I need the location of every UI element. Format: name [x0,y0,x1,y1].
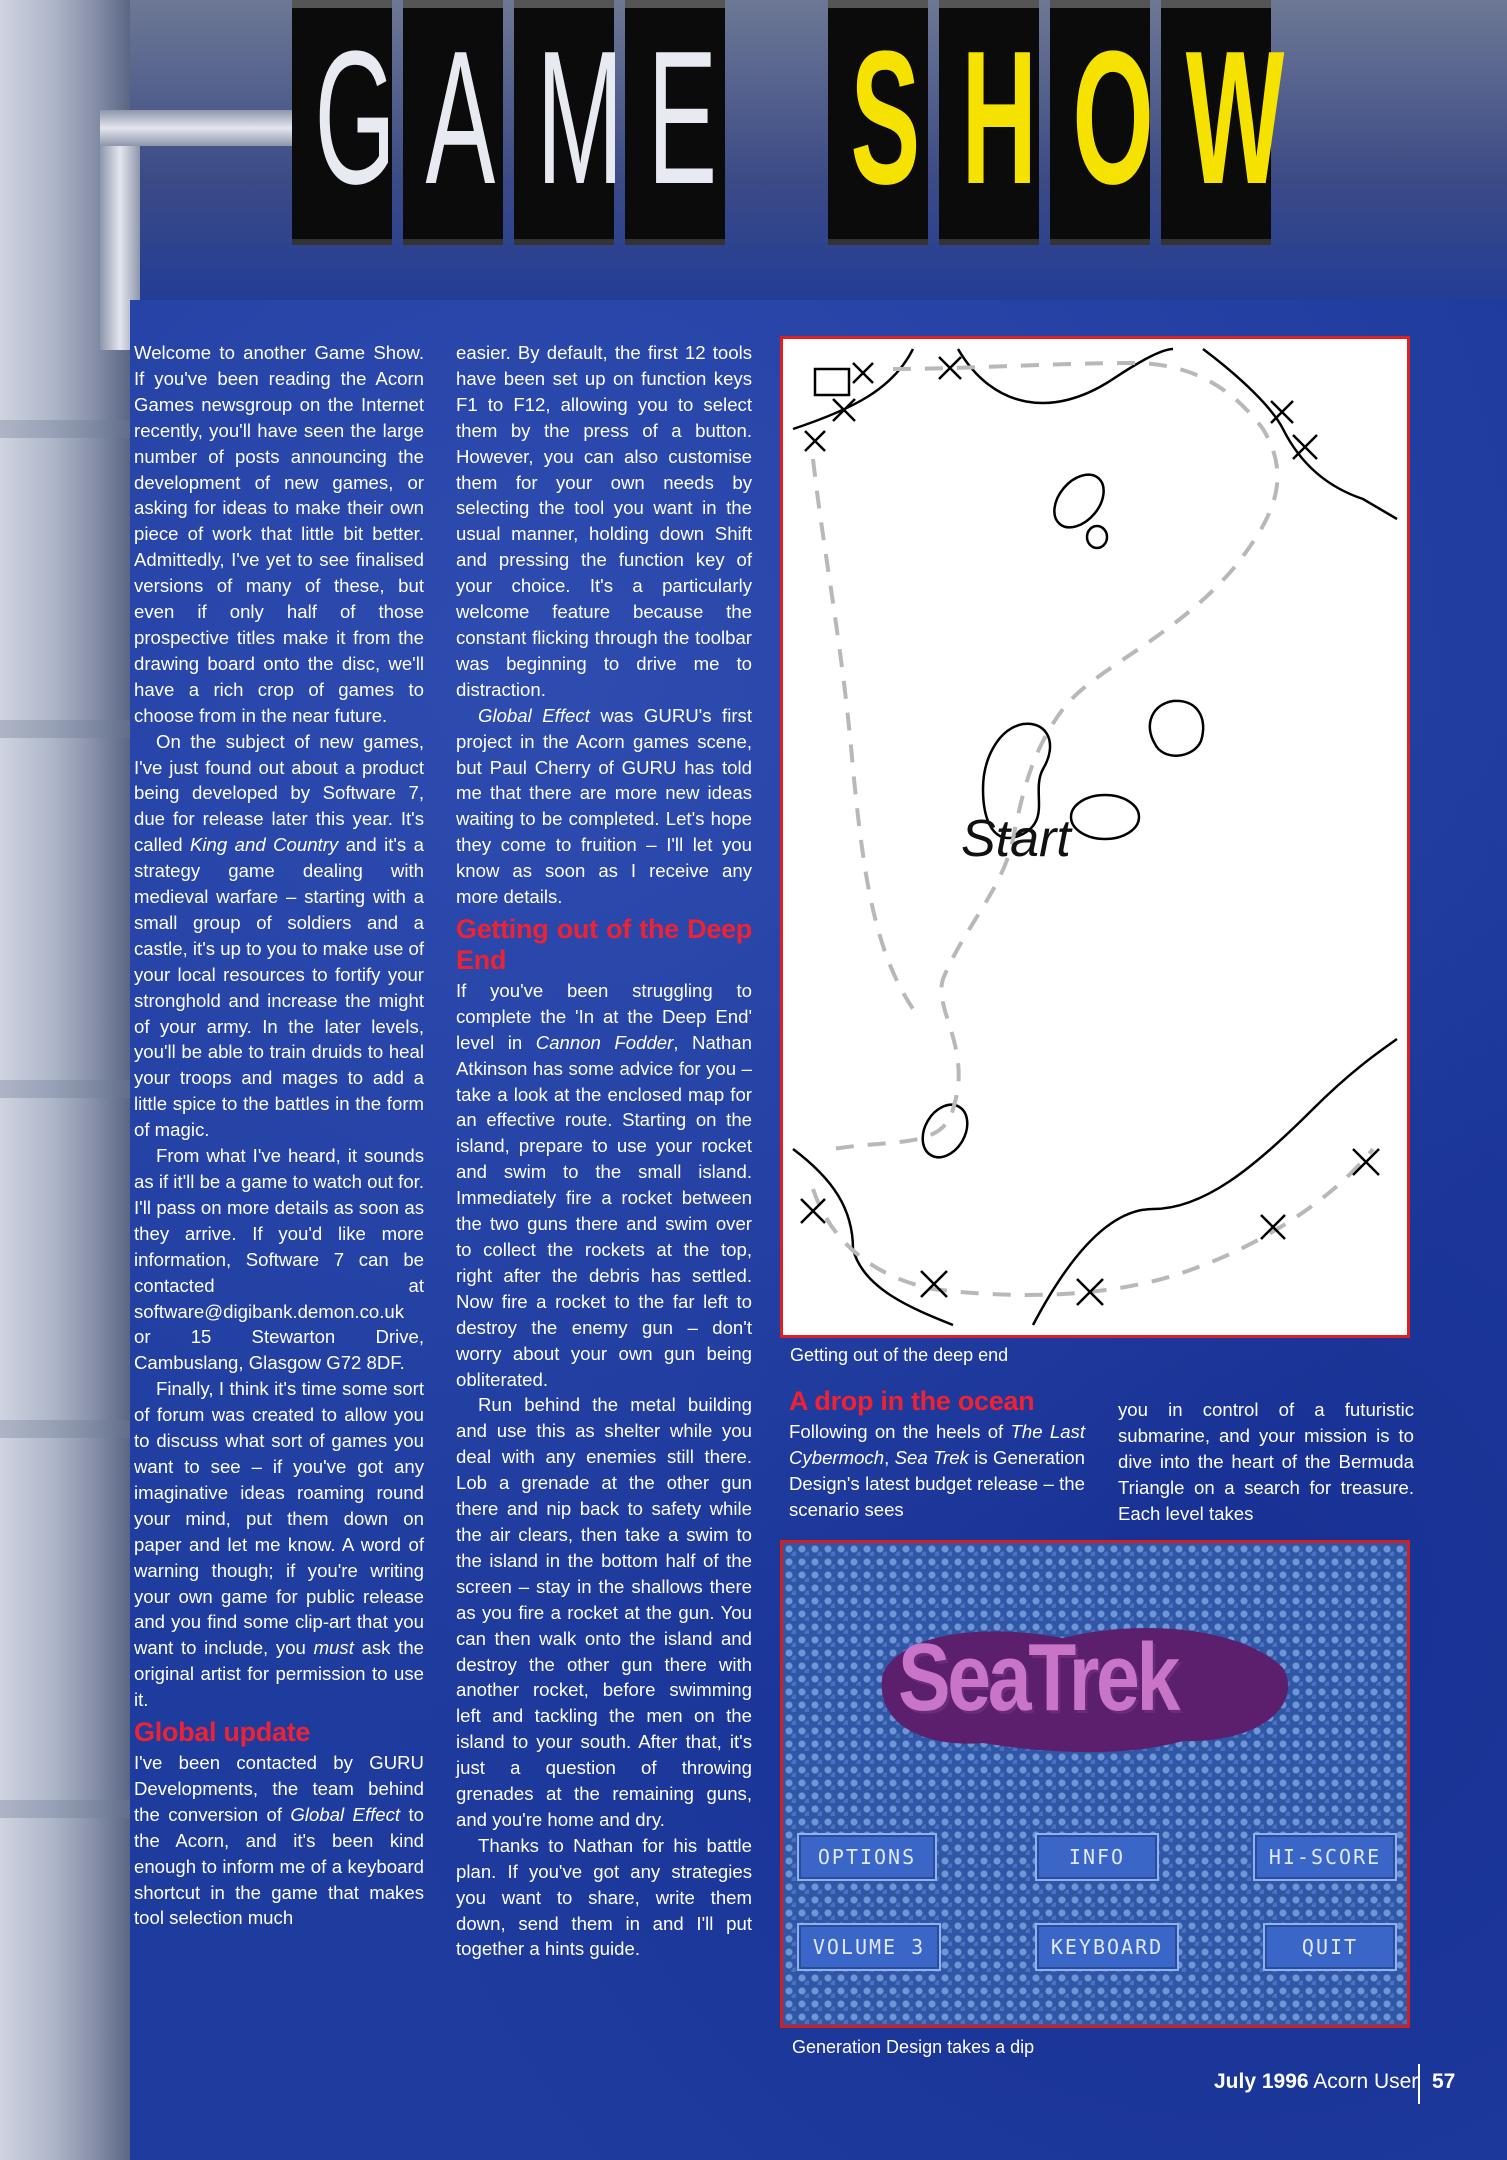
title-letter-tile [1161,0,1285,245]
issue-date: July 1996 [1214,2070,1309,2093]
title-letter-tile [403,0,503,245]
title-letter-tile [514,0,624,245]
article-column-2 [456,340,752,1962]
title-letter-tile [939,0,1039,245]
hi-score-button[interactable]: HI-SCORE [1253,1833,1397,1881]
title-letter: M [536,12,624,224]
article-column-3 [789,1386,1085,1523]
map-drawing [793,349,1397,1325]
section-heading: Getting out of the Deep End [456,913,752,975]
section-heading: A drop in the ocean [789,1386,1035,1416]
text-run: , [884,1446,895,1468]
seatrek-screenshot [780,1540,1410,2028]
magazine-name: Acorn User [1313,2070,1419,2093]
footer-divider [1418,2064,1420,2104]
game-caption: Generation Design takes a dip [792,2037,1035,2057]
text-run: On the subject of new games, I've just found out about a product being developed by Software 7, due for release later this year. It's called [134,730,424,856]
paragraph: you in control of a futuristic submarine, and your mission is to dive into the heart of the Bermuda Triangle on a search for treasure. Each level takes [1118,1399,1414,1524]
paragraph: Thanks to Nathan for his battle plan. If you've got any strategies you want to share, write them down, send them in and I'll put together a hints guide. [456,1834,752,1960]
title-letter: G [314,12,396,224]
title-letter: H [961,12,1037,224]
game-title: Cannon Fodder [535,1031,674,1053]
page-number: 57 [1432,2070,1456,2093]
paragraph [134,1750,424,1931]
paragraph: Run behind the metal building and use this as shelter while you deal with any enemies still there. Lob a grenade at the other gun there and nip back to safety while the air clears, then take a swim to the island in the bottom half of the screen – stay in the shallows there as you fire a rocket at the gun. You can then walk onto the island and destroy the other gun there with another rocket, before swimming left and tackling the men on the island to your south. After that, it's just a question of throwing grenades at the remaining guns, and you're home and dry. [456,1394,752,1830]
title-letter-tile [828,0,928,245]
pipe-decoration [100,110,300,146]
text-run: is Generation Design's latest budget release – the scenario sees [789,1446,1085,1520]
title-letter: A [425,12,496,224]
quit-button[interactable]: QUIT [1263,1923,1397,1971]
keyboard-button[interactable]: KEYBOARD [1035,1923,1179,1971]
title-letter: W [1185,12,1285,224]
footer [1214,2070,1418,2094]
title-letter-tile [1050,0,1154,245]
paragraph [456,703,752,910]
text-run: Following on the heels of [789,1421,1011,1442]
paragraph [456,978,752,1393]
text-run: to the Acorn, and it's been kind enough to inform me of a keyboard shortcut in the game that makes tool selection much [134,1803,424,1929]
game-title: The Last Cybermoch [789,1421,1085,1468]
article-column-1 [134,340,424,1931]
text-run: , Nathan Atkinson has some advice for you – take a look at the enclosed map for an effective route. Starting on the island, prepare to use your rocket and swim to the small island. Immediately fire a rocket between the two guns there and swim over to collect the rockets at the top, right after the debris has settled. Now fire a rocket to the far left to destroy the enemy gun – don't worry about your own gun being obliterated. [456,1031,752,1390]
section-heading: Global update [134,1717,311,1748]
text-run: Finally, I think it's time some sort of forum was created to allow you to discuss what sort of games you want to see – if you've got any imaginative ideas roaming round your mind, put them down on paper and let me know. A word of warning though; if you're writing your own game for public release and you find some clip-art that you want to include, you [134,1378,424,1659]
volume-button[interactable]: VOLUME 3 [797,1923,941,1971]
map-caption: Getting out of the deep end [790,1345,1009,1365]
article-column-4 [1118,1397,1414,1527]
game-title: Global Effect [478,704,590,726]
paragraph: easier. By default, the first 12 tools have been set up on function keys F1 to F12, allowing you to select them by the press of a button. However, you can also customise them for your own needs by selecting the tool you want in the usual manner, holding down Shift and pressing the function key of your choice. It's a particularly welcome feature because the constant flicking through the toolbar was beginning to drive me to distraction. [456,342,752,700]
options-button[interactable]: OPTIONS [797,1833,937,1881]
paragraph [789,1419,1085,1523]
text-run: and it's a strategy game dealing with medieval warfare – starting with a small group of soldiers and a castle, it's up to you to make use of your local resources to fortify your stronghold and increase the might of your army. In the later levels, you'll be able to train druids to heal your troops and mages to add a little spice to the battles in the form of magic. [134,834,424,1141]
title-letter: S [850,12,921,224]
info-button[interactable]: INFO [1035,1833,1159,1881]
game-title: Global Effect [290,1803,401,1825]
seatrek-logo: SeaTrek [898,1624,1178,1731]
game-title: King and Country [190,834,339,856]
title-letter: E [647,12,718,224]
text-run: I've been contacted by GURU Developments, the team behind the conversion of [134,1752,424,1825]
paragraph [134,729,424,1144]
text-run: ask the original artist for permission to use it. [134,1637,424,1711]
paragraph: From what I've heard, it sounds as if it'll be a game to watch out for. I'll pass on more details as soon as they arrive. If you'd like more information, Software 7 can be contacted at software@digibank.demon.co.uk or 15 Stewarton Drive, Cambuslang, Glasgow G72 8DF. [134,1145,424,1374]
game-title: Sea Trek [894,1446,969,1468]
title-letter-tile [292,0,396,245]
route-map [780,336,1410,1338]
text-run: was GURU's first project in the Acorn games scene, but Paul Cherry of GURU has told me that there are more new ideas waiting to be completed. Let's hope they come to fruition – I'll let you know as soon as I receive any more details. [456,704,752,908]
title-letter: O [1072,12,1154,224]
emphasis: must [313,1637,354,1659]
paragraph: Welcome to another Game Show. If you've been reading the Acorn Games newsgroup on the Internet recently, you'll have seen the large number of posts announcing the development of new games, or asking for ideas to make their own piece of work that little bit better. Admittedly, I've yet to see finalised versions of many of these, but even if only half of those prospective titles make it from the drawing board onto the disc, we'll have a rich crop of games to choose from in the near future. [134,342,424,726]
text-run: If you've been struggling to complete the 'In at the Deep End' level in [456,979,752,1053]
paragraph [134,1376,424,1713]
title-letter-tile [625,0,725,245]
map-start-label: Start [961,810,1071,868]
